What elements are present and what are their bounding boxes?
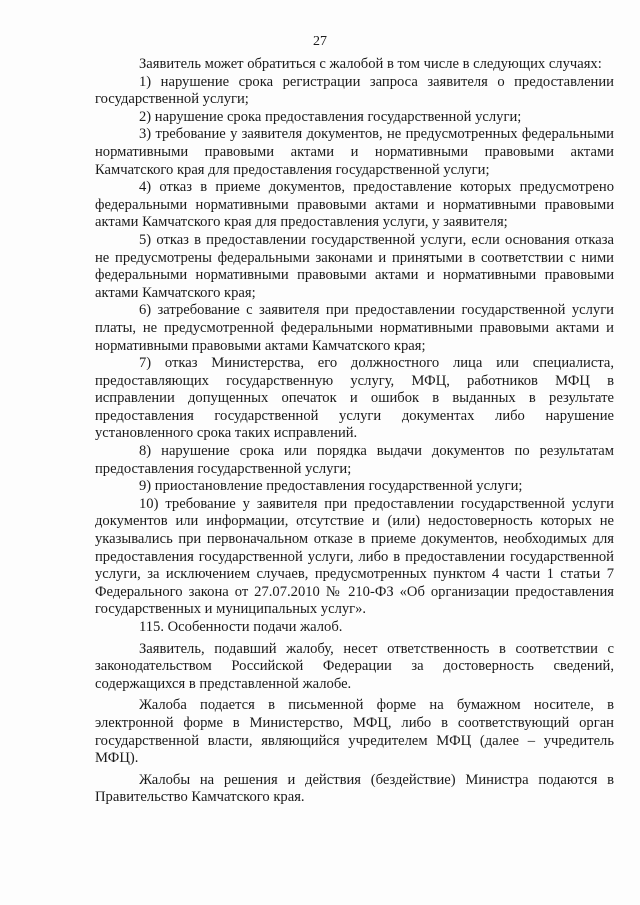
- paragraph-item-8: 8) нарушение срока или порядка выдачи документов по результатам предоставления государственной услуги;: [95, 443, 614, 477]
- paragraph-responsibility: Заявитель, подавший жалобу, несет ответственность в соответствии с законодательством Российской Федерации за достоверность сведений, содержащихся в представленной жалобе.: [95, 640, 614, 692]
- paragraph-item-4: 4) отказ в приеме документов, предоставление которых предусмотрено федеральными нормативными правовыми актами и нормативными правовыми актами Камчатского края для предоставления услуги, у заявителя;: [95, 179, 614, 231]
- paragraph-item-3: 3) требование у заявителя документов, не предусмотренных федеральными нормативными правовыми актами и нормативными правовыми актами Камчатского края для предоставления государственной услуги;: [95, 126, 614, 178]
- paragraph-intro: Заявитель может обратиться с жалобой в том числе в следующих случаях:: [139, 56, 602, 72]
- paragraph-minister-complaints: Жалобы на решения и действия (бездействие) Министра подаются в Правительство Камчатского края.: [95, 771, 614, 806]
- paragraph-item-2: 2) нарушение срока предоставления государственной услуги;: [139, 108, 522, 125]
- paragraph-item-10: 10) требование у заявителя при предоставлении государственной услуги документов или информации, отсутствие и (или) недостоверность которых не указывались при первоначальном отказе в приеме документов, необходимых для предоставления государственной услуги, либо в предоставлении государственной услуги, за исключением случаев, предусмотренных пунктом 4 части 1 статьи 7 Федерального закона от 27.07.2010 № 210-ФЗ «Об организации предоставления государственных и муниципальных услуг».: [95, 495, 614, 618]
- document-body: [95, 56, 614, 807]
- paragraph-item-9: 9) приостановление предоставления государственной услуги;: [139, 478, 523, 495]
- paragraph-item-5: 5) отказ в предоставлении государственной услуги, если основания отказа не предусмотрены федеральными законами и принятыми в соответствии с ними федеральными нормативными правовыми актами и нормативными правовыми актами Камчатского края;: [95, 231, 614, 301]
- paragraph-item-1: 1) нарушение срока регистрации запроса заявителя о предоставлении государственной услуги;: [95, 73, 614, 108]
- page-number: 27: [313, 34, 327, 49]
- paragraph-item-7: 7) отказ Министерства, его должностного лица или специалиста, предоставляющих государственную услугу, МФЦ, работников МФЦ в исправлении допущенных опечаток и ошибок в выданных в результате предоставления государственной услуги документах либо нарушение установленного срока таких исправлений.: [95, 355, 614, 442]
- paragraph-submission-form: Жалоба подается в письменной форме на бумажном носителе, в электронной форме в Министерство, МФЦ, либо в соответствующий орган государственной власти, являющийся учредителем МФЦ (далее – учредитель МФЦ).: [95, 697, 614, 767]
- paragraph-item-6: 6) затребование с заявителя при предоставлении государственной услуги платы, не предусмотренной федеральными нормативными правовыми актами и нормативными правовыми актами Камчатского края;: [95, 302, 614, 354]
- paragraph-section-115: 115. Особенности подачи жалоб.: [139, 619, 343, 635]
